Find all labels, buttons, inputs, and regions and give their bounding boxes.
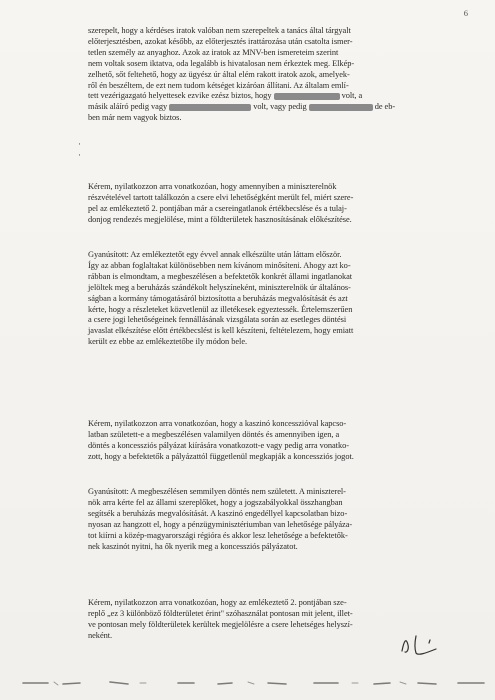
paragraph-question-2 — [88, 419, 458, 463]
text-line: ságban a kormány támogatásáról biztosította a beruházás megvalósítását és azt — [88, 293, 348, 303]
text-line: pel az emlékeztető 2. pontjában már a csereingatlanok értékbecslése és a tulaj- — [88, 203, 347, 213]
text-line: nök arra kérte fel az állami szereplőket, hogy a jogszabályokkal összhangban — [88, 497, 343, 507]
text-line: részvételével tartott találkozón a csere elvi lehetőségként merült fel, miért szere- — [88, 192, 354, 202]
text-line: nek kaszinót nyitni, ha ők nyerik meg a koncessziós pályázatot. — [88, 541, 298, 551]
text-line: előterjesztésben, azokat később, az előterjesztés irattározása után csatolta ismer- — [88, 36, 353, 46]
handwritten-signature — [396, 631, 458, 659]
text-line: Kérem, nyilatkozzon arra vonatkozóan, hogy az emlékeztető 2. pontjában sze- — [88, 598, 347, 607]
text-line-with-redaction — [88, 91, 458, 102]
text-fragment: volt, vagy pedig — [253, 102, 307, 112]
text-line: Gyanúsított: A megbeszélésen semmilyen döntés nem született. A miniszterel- — [88, 487, 346, 496]
text-line: döntés a koncessziós pályázat kiírására vonatkozott-e vagy pedig arra vonatko- — [88, 440, 349, 450]
text-line: ben már nem vagyok biztos. — [88, 113, 182, 123]
text-line: tot kiírni a közép-magyarországi régióra és akkor lesz lehetősége a befektetők- — [88, 530, 348, 540]
text-line: kérte, hogy a részleteket közvetlenül az illetékesek egyeztessék. Értelemszerűen — [88, 304, 353, 314]
text-line: tetlen személy az anyaghoz. Azok az iratok az MNV-ben ismereteim szerint — [88, 47, 339, 57]
text-line: zott, hogy a befektetők a pályázattól függetlenül megkapják a koncessziós jogot. — [88, 451, 354, 461]
text-line: ve pontosan mely földterületek kerültek megjelölésre a csere lehetséges helyszí- — [88, 619, 353, 629]
redaction-mark — [309, 104, 373, 111]
text-line: Így az abban foglaltakat különösebben nem kívánom minősíteni. Ahogy azt ko- — [88, 260, 351, 270]
margin-dot: · — [78, 139, 81, 149]
scan-artifact-bottom — [18, 677, 488, 689]
paragraph-answer-3 — [88, 487, 458, 552]
text-line: javaslat elkészítése előtt értékbecslést is kell készíteni, feltételezem, hogy emiatt — [88, 326, 354, 336]
paragraph-question-1 — [88, 182, 458, 226]
text-line: Gyanúsított: Az emlékeztetőt egy évvel annak elkészülte után láttam először. — [88, 250, 342, 259]
text-fragment: de eb- — [374, 102, 396, 112]
text-line: donjog rendezés megjelölése, mint a földterületek hasznosításának előkészítése. — [88, 214, 352, 224]
page-number: 6 — [463, 8, 468, 18]
text-fragment: másik aláíró pedig vagy — [88, 102, 168, 112]
paragraph-answer-1 — [88, 26, 458, 124]
text-line: ről én beszéltem, de ezt nem tudom kétséget kizáróan állítani. Az általam emlí- — [88, 80, 349, 90]
text-line: nem voltak sosem iktatva, oda legalább is hivatalosan nem érkeztek meg. Elkép- — [88, 58, 355, 68]
text-line: jelöltek meg a beruházás szándékolt helyszíneként, miniszterelnök úr általános- — [88, 282, 351, 292]
paragraph-answer-2 — [88, 250, 458, 348]
text-fragment: tett vezérigazgató helyettesek ezvike ezész biztos, hogy — [88, 91, 272, 101]
text-line: replő „ez 3 különböző földterületet érint" szóhasználat pontosan mit jelent, illet- — [88, 608, 353, 618]
text-line: zelhető, sőt feltehető, hogy az ügyész úr által elém rakott iratok azok, amelyek- — [88, 69, 350, 79]
text-fragment: volt, a — [341, 91, 363, 101]
text-line: latban született-e a megbeszélésen valamilyen döntés és amennyiben igen, a — [88, 429, 340, 439]
text-line: rábban is elmondtam, a megbeszélésen a befektetők konkrét állami ingatlanokat — [88, 271, 353, 281]
text-line: a csere jogi lehetőségeinek fennállásának vizsgálata során az esetleges döntési — [88, 315, 347, 325]
redaction-mark — [274, 93, 340, 100]
text-line: került ez ebbe az emlékeztetőbe ily módon bele. — [88, 337, 248, 347]
text-line: Kérem, nyilatkozzon arra vonatkozóan, hogy a kaszinó koncesszióval kapcso- — [88, 419, 347, 428]
redaction-mark — [169, 104, 251, 111]
text-line: neként. — [88, 630, 113, 640]
text-line-with-redaction — [88, 102, 458, 113]
text-line: Kérem, nyilatkozzon arra vonatkozóan, hogy amennyiben a miniszterelnök — [88, 182, 337, 191]
text-line: segítsék a beruházás megvalósítását. A kaszinó engedéllyel kapcsolatban bizo- — [88, 508, 348, 518]
margin-dot: · — [78, 150, 81, 160]
text-line: szerepelt, hogy a kérdéses iratok valóban nem szerepeltek a tanács által tárgyalt — [88, 26, 351, 35]
text-line: nyosan az hangzott el, hogy a pénzügyminisztériumban van lehetősége pályáza- — [88, 519, 353, 529]
